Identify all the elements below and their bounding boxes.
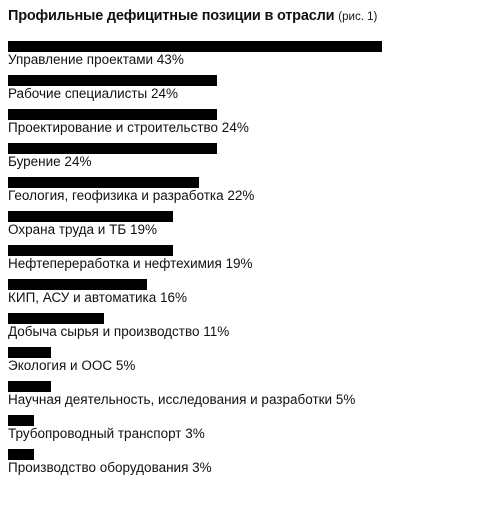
bar-label-11: Научная деятельность, исследования и разработки 5% xyxy=(8,392,356,407)
bar-5 xyxy=(8,177,199,188)
bar-10 xyxy=(8,347,51,358)
bar-9 xyxy=(8,313,104,324)
bar-label-7: Нефтепереработка и нефтехимия 19% xyxy=(8,256,253,271)
chart-title-text: Профильные дефицитные позиции в отрасли xyxy=(8,8,335,24)
bar-4 xyxy=(8,143,217,154)
figure-note: (рис. 1) xyxy=(338,11,378,23)
bar-6 xyxy=(8,211,173,222)
bar-label-8: КИП, АСУ и автоматика 16% xyxy=(8,290,188,305)
bar-12 xyxy=(8,415,34,426)
bar-label-12: Трубопроводный транспорт 3% xyxy=(8,426,205,441)
bar-label-2: Рабочие специалисты 24% xyxy=(8,86,179,101)
bar-label-13: Производство оборудования 3% xyxy=(8,460,212,475)
bar-label-3: Проектирование и строительство 24% xyxy=(8,120,249,135)
bar-13 xyxy=(8,449,34,460)
bar-label-1: Управление проектами 43% xyxy=(8,52,184,67)
bar-7 xyxy=(8,245,173,256)
bar-label-9: Добыча сырья и производство 11% xyxy=(8,324,230,339)
bar-label-4: Бурение 24% xyxy=(8,154,92,169)
bar-label-6: Охрана труда и ТБ 19% xyxy=(8,222,157,237)
bar-3 xyxy=(8,109,217,120)
bar-label-5: Геология, геофизика и разработка 22% xyxy=(8,188,255,203)
bar-8 xyxy=(8,279,147,290)
bar-1 xyxy=(8,41,382,52)
bar-label-10: Экология и ООС 5% xyxy=(8,358,136,373)
bar-2 xyxy=(8,75,217,86)
bar-11 xyxy=(8,381,51,392)
